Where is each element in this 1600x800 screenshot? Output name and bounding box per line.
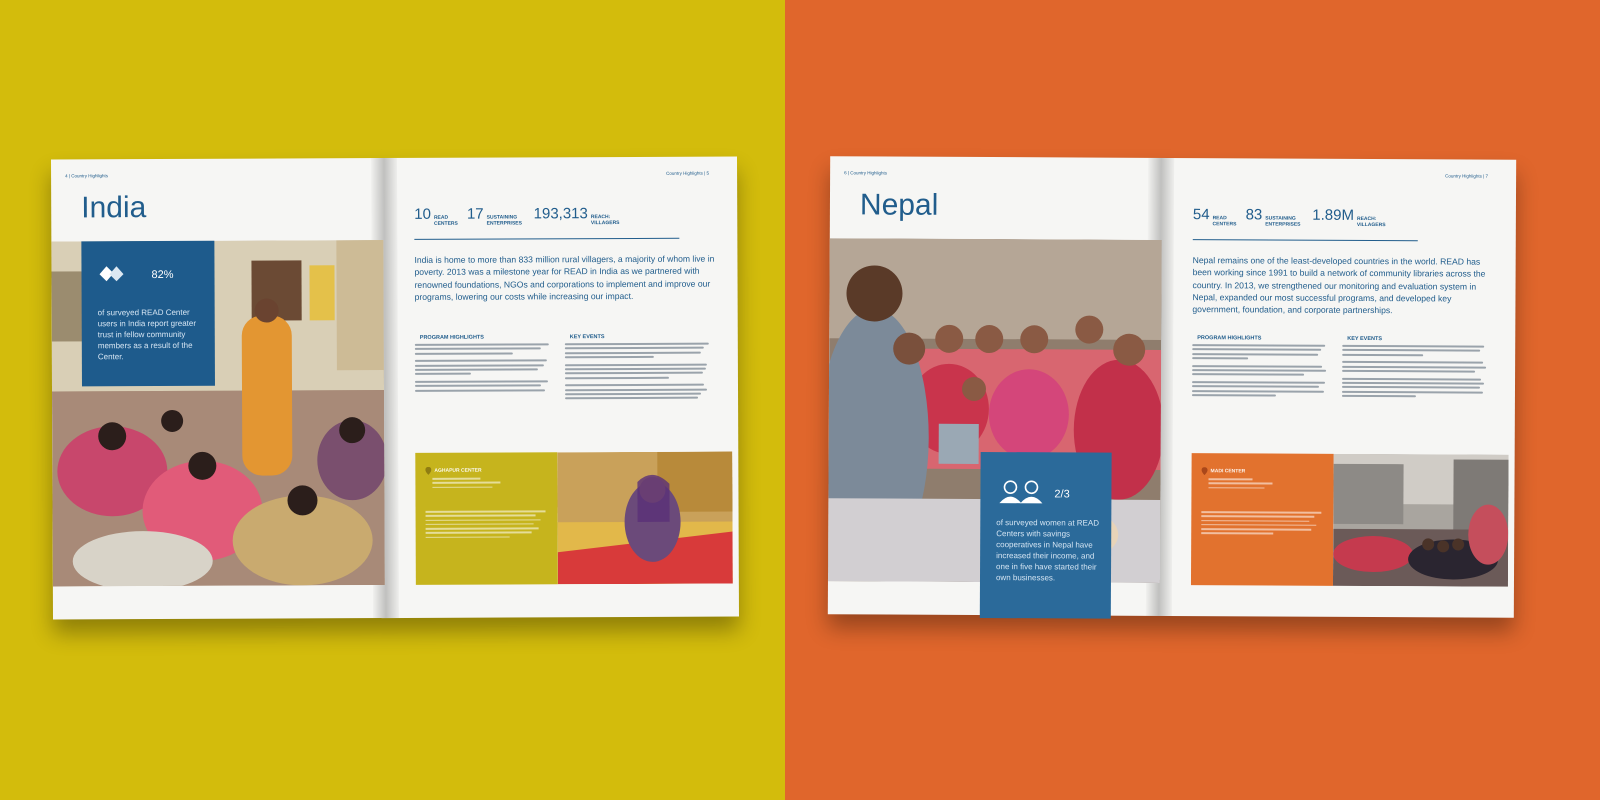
stat-read-centers: [1193, 206, 1237, 227]
stat-label: REACH: VILLAGERS: [590, 214, 620, 227]
program-highlights-list: [1192, 344, 1332, 399]
stat-number: 10: [414, 205, 431, 223]
stats-row: [414, 205, 621, 227]
stat-label: REACH: VILLAGERS: [1356, 215, 1386, 229]
key-events-heading: KEY EVENTS: [569, 334, 605, 341]
divider-rule: [1193, 239, 1418, 241]
stat-number: 54: [1192, 206, 1210, 224]
location-pin-icon: [1202, 467, 1208, 475]
stat-number: 1.89M: [1312, 206, 1355, 224]
stat-sustaining-enterprises: [1246, 206, 1304, 227]
hands-heart-icon: [96, 262, 126, 286]
country-title: Nepal: [859, 188, 939, 222]
center-story: [426, 510, 546, 541]
center-details: [432, 477, 512, 490]
stat-number: 193,313: [533, 205, 588, 223]
stat-reach-villagers: [534, 205, 621, 226]
women-group-icon: [996, 478, 1046, 504]
trust-percentage: 82%: [151, 268, 174, 282]
stat-number: 17: [466, 205, 484, 223]
divider-rule: [414, 238, 679, 240]
key-events-list: [565, 343, 713, 402]
country-title: India: [81, 191, 147, 225]
stat-label: READ CENTERS: [433, 214, 458, 227]
stat-read-centers: [414, 206, 458, 227]
center-name: MADI CENTER: [1210, 468, 1246, 475]
intro-paragraph: India is home to more than 833 million rural villagers, a majority of whom live in poverty. 2013 was a milestone year for READ in India as we partnered with renowned foundations, NGOs and corporations to implement and improve our programs, lowering our costs while increasing our impact.: [414, 253, 715, 302]
program-highlights-list: [415, 343, 555, 394]
page-header-right: Country Highlights | 7: [1445, 173, 1489, 179]
stat-label: SUSTAINING ENTERPRISES: [1265, 215, 1301, 228]
program-highlights-heading: PROGRAM HIGHLIGHTS: [1197, 335, 1262, 342]
nepal-brochure-spread: [828, 156, 1516, 618]
center-details: [1208, 478, 1288, 491]
trust-stat-text: of surveyed READ Center users in India report greater trust in fellow community members as a result of the Center.: [97, 307, 197, 362]
page-header-right: Country Highlights | 5: [666, 170, 710, 176]
intro-paragraph: Nepal remains one of the least-developed countries in the world. READ has been working since 1991 to build a network of community libraries across the country. In 2013, we strengthened our monitoring and evaluation system in Nepal, expanded our most successful programs, and developed key government, foundation, and corporate partnerships.: [1192, 255, 1486, 316]
page-header-left: 6 | Country Highlights: [844, 170, 888, 176]
location-pin-icon: [425, 467, 431, 475]
stat-reach-villagers: [1312, 207, 1387, 228]
stat-sustaining-enterprises: [467, 205, 525, 226]
india-brochure-spread: [51, 157, 739, 620]
program-highlights-heading: PROGRAM HIGHLIGHTS: [419, 334, 484, 341]
stat-label: SUSTAINING ENTERPRISES: [486, 214, 522, 227]
weaving-photo: [557, 452, 733, 585]
stat-number: 83: [1245, 206, 1263, 224]
income-ratio: 2/3: [1054, 488, 1070, 501]
stat-label: READ CENTERS: [1212, 215, 1237, 228]
crowd-street-photo: [1333, 454, 1509, 587]
key-events-list: [1342, 345, 1490, 400]
stats-row: [1193, 206, 1387, 228]
center-story: [1201, 511, 1321, 537]
key-events-heading: KEY EVENTS: [1347, 335, 1383, 343]
center-name: AGHAPUR CENTER: [434, 467, 482, 474]
income-stat-text: of surveyed women at READ Centers with savings cooperatives in Nepal have increased their income, and one in five have started their own businesses.: [995, 518, 1100, 583]
page-header-left: 4 | Country Highlights: [65, 173, 109, 179]
